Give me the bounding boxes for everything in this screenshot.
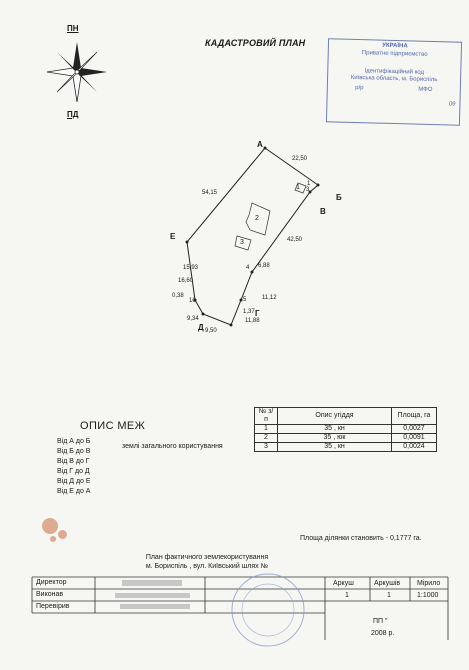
point-a: А (257, 140, 263, 149)
stamp-company-type: Приватне підприємство (361, 49, 428, 58)
table-cell: 3 (255, 443, 278, 452)
sub-lot-label: 3 (240, 239, 244, 246)
scale-value: 1:1000 (417, 592, 439, 599)
point-number: 5 (243, 297, 247, 303)
role-director: Директор (36, 579, 67, 586)
border-item: Від В до Г (57, 458, 90, 465)
point-number: 3 (306, 187, 310, 193)
table-header: № з/п (255, 408, 278, 425)
table-cell: 2 (255, 434, 278, 443)
border-item: Від Е до А (57, 488, 91, 495)
stamp-account: р/р (355, 85, 364, 92)
point-d: Д (198, 323, 204, 332)
segment-length: 0,38 (172, 293, 184, 299)
scale-header: Мірило (417, 580, 441, 587)
segment-length: 42,50 (287, 237, 303, 243)
plan-name: План фактичного землекористування (145, 554, 269, 561)
segment-length: 11,88 (245, 318, 260, 324)
segment-length: 6,88 (258, 263, 270, 269)
compass-south-label: ПД (67, 110, 79, 119)
segment-length: 9,34 (187, 316, 199, 322)
border-description: землі загального користування (122, 443, 223, 450)
sub-lot-label: 2 (255, 215, 259, 222)
point-number: 4 (246, 265, 250, 271)
table-cell: 0,0024 (392, 443, 437, 452)
sheets-value: 1 (387, 592, 391, 599)
segment-length: 16,60 (178, 278, 194, 284)
stamp-date-suffix: 09 (448, 101, 456, 108)
segment-length: 1,37 (243, 309, 255, 315)
table-header: Площа, га (392, 408, 437, 425)
role-executor: Виконав (36, 591, 64, 598)
stamp-mfo: МФО (418, 86, 433, 94)
segment-length: 15,93 (183, 265, 199, 271)
table-cell: 1 (255, 425, 278, 434)
plot-area-text: Площа ділянки становить - 0,1777 га. (300, 535, 422, 542)
table-cell: 35 , юк (278, 434, 392, 443)
segment-length: 54,15 (202, 190, 218, 196)
stamp-country: УКРАЇНА (382, 42, 408, 50)
point-number: 10 (189, 298, 196, 304)
point-g: Г (255, 309, 260, 318)
round-seal-icon (228, 570, 308, 650)
sheets-header: Аркушів (374, 580, 401, 587)
plan-address: м. Бориспіль , вул. Київський шлях № (145, 563, 269, 570)
table-cell: 35 , кн (278, 443, 392, 452)
table-header: Опис угіддя (278, 408, 392, 425)
segment-length: 9,50 (205, 328, 217, 334)
sheet-header: Аркуш (333, 580, 354, 587)
table-cell: 0,0027 (392, 425, 437, 434)
point-b: Б (336, 193, 342, 202)
point-number: 1 (307, 181, 311, 187)
segment-length: 22,50 (292, 156, 308, 162)
border-item: Від Д до Е (57, 478, 91, 485)
borders-heading: ОПИС МЕЖ (80, 420, 146, 432)
sheet-value: 1 (345, 592, 349, 599)
company-pp: ПП " (373, 618, 388, 625)
role-checker: Перевірив (36, 603, 70, 610)
sub-lot-label: 1 (296, 184, 300, 191)
border-item: Від А до Б (57, 438, 91, 445)
segment-length: 11,12 (262, 295, 277, 301)
table-cell: 35 , кн (278, 425, 392, 434)
point-e: Е (170, 232, 176, 241)
stamp-address: Київська область, м. Бориспіль (350, 75, 438, 84)
point-v: В (320, 207, 326, 216)
border-item: Від Г до Д (57, 468, 90, 475)
stamp-id-code: Ідентифікаційний код (364, 67, 425, 76)
document-year: 2008 р. (371, 630, 395, 637)
compass-north-label: ПН (67, 24, 79, 33)
table-cell: 0,0091 (392, 434, 437, 443)
border-item: Від Б до В (57, 448, 91, 455)
page-title: КАДАСТРОВИЙ ПЛАН (205, 38, 306, 48)
